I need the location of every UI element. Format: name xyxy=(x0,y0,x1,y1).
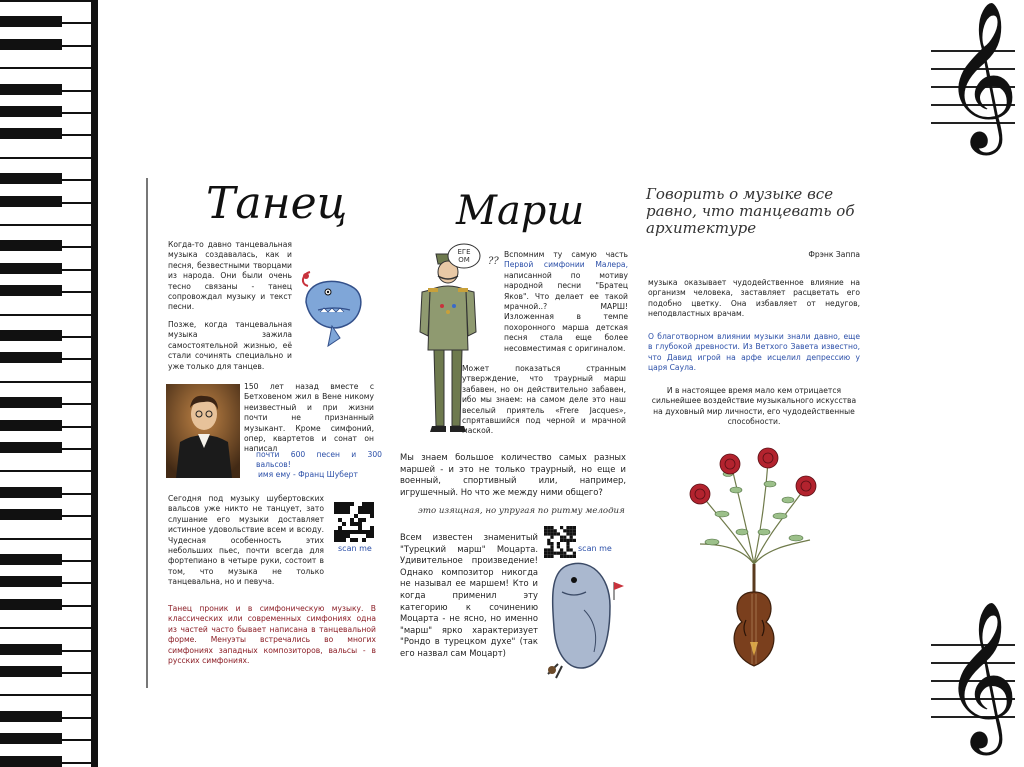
white-key-divider xyxy=(0,605,91,607)
white-key-divider xyxy=(0,0,91,2)
white-key-divider xyxy=(0,157,91,159)
white-key-divider xyxy=(0,336,91,338)
waltz-text: Сегодня под музыку шубертовских вальсов уже никто не танцует, зато слушание его музыки доставляет истинное удовольствие всем и всюду. Чудесная особенность этих небольших пьес, почти всегда для фортепиано в четыре руки, состоит в том, что музыка не только танцевальна, но и певуча. xyxy=(168,494,324,587)
white-key-divider xyxy=(0,45,91,47)
handwritten-note: это изящная, но упругая по ритму мелодия xyxy=(418,506,625,516)
white-key-divider xyxy=(0,515,91,517)
white-key-divider xyxy=(0,672,91,674)
white-key-divider xyxy=(0,112,91,114)
white-key-divider xyxy=(0,291,91,293)
white-key-divider xyxy=(0,179,91,181)
piano-keys-icon xyxy=(0,0,100,767)
white-key-divider xyxy=(0,246,91,248)
white-key-divider xyxy=(0,90,91,92)
schubert-highlight: почти 600 песен и 300 вальсов! xyxy=(256,450,382,470)
many-marches-text: Мы знаем большое количество самых разных маршей - и это не только траурный, но еще и военный, спортивный или, например, игрушечный. Но что же между ними общего? xyxy=(400,452,626,497)
white-key-divider xyxy=(0,202,91,204)
white-key-divider xyxy=(0,134,91,136)
influence-text: музыка оказывает чудодейственное влияние на организм человека, заставляет расцветать его подобно цветку. Она избавляет от недугов, неподвластных врачам. xyxy=(648,278,860,319)
schubert-text: 150 лет назад вместе с Бетховеном жил в Вене никому неизвестный и при жизни почти не признанный музыкант. Кроме симфоний, опер, квартетов и сонат он написал xyxy=(244,382,374,454)
schubert-name: имя ему - Франц Шуберт xyxy=(258,470,358,479)
page-left-rule xyxy=(146,178,148,688)
violin-roses-icon xyxy=(676,444,832,672)
white-key-divider xyxy=(0,627,91,629)
mahler-link[interactable]: Первой симфонии Малера, xyxy=(504,260,628,270)
today-text: И в настоящее время мало кем отрицается сильнейшее воздействие музыкального искусства на духовный мир личности, его чудодейственные способности. xyxy=(651,386,857,427)
walrus-icon xyxy=(544,556,630,682)
white-key-divider xyxy=(0,67,91,69)
schubert-portrait xyxy=(166,384,240,478)
svg-text:ОМ: ОМ xyxy=(458,256,470,264)
white-key-divider xyxy=(0,694,91,696)
zappa-quote: Говорить о музыке все равно, что танцевать об архитектуре xyxy=(646,185,855,237)
white-key-divider xyxy=(0,538,91,540)
white-key-divider xyxy=(0,269,91,271)
dance-title: Танец xyxy=(206,178,348,229)
white-key-divider xyxy=(0,650,91,652)
piano-edge xyxy=(91,0,98,767)
white-key-divider xyxy=(0,381,91,383)
march-title: Марш xyxy=(456,188,585,234)
march-intro-rest: написанной по мотиву народной песни "Братец Яков". Что делает ее такой мрачной..? МАРШ! Изложенная в темпе похоронного марша детская песня стала еще более несовместимая с оригиналом. xyxy=(504,270,628,353)
white-key-divider xyxy=(0,762,91,764)
march-intro xyxy=(504,250,628,354)
qr-code-icon[interactable] xyxy=(544,526,576,558)
white-key-divider xyxy=(0,470,91,472)
march-intro-lead: Вспомним ту самую часть xyxy=(504,250,628,259)
white-key-divider xyxy=(0,448,91,450)
dance-intro: Когда-то давно танцевальная музыка создавалась, как и песня, безвестными творцами из народа. Они были очень тесно связаны - танец сопровождал музыку и текст песни. xyxy=(168,240,292,312)
white-key-divider xyxy=(0,426,91,428)
speech-bubble-text: ?? xyxy=(488,256,499,267)
qr-code-icon[interactable] xyxy=(334,502,374,542)
white-key-divider xyxy=(0,22,91,24)
whale-icon xyxy=(296,262,368,352)
symphony-text: Танец проник и в симфоническую музыку. В классических или современных симфониях одна из частей часто бывает написана в танцевальной форме. Менуэты встречались во многих симфониях западных композиторов, вальсы - в русских симфониях. xyxy=(168,604,376,666)
turkish-march-text: Всем известен знаменитый "Турецкий марш" Моцарта. Удивительное произведение! Однако композитор никогда не называл ее маршем! Кто и когда применил эту категорию к сочинению Моцарта - не ясно, но именно "марш" ярко характеризует "Рондо в турецком духе" (так его назвал сам Моцарт) xyxy=(400,532,538,658)
scan-me-label: scan me xyxy=(578,544,612,553)
white-key-divider xyxy=(0,403,91,405)
white-key-divider xyxy=(0,560,91,562)
speech-bubble-icon xyxy=(446,242,482,278)
white-key-divider xyxy=(0,582,91,584)
dance-intro-2: Позже, когда танцевальная музыка зажила самостоятельной жизнью, её стали сочинять специально и уже только для танцев. xyxy=(168,320,292,371)
strange-text: Может показаться странным утверждение, что траурный марш забавен, но он действительно забавен, ибо мы знаем: на самом деле это наш веселый приятель «Frere Jacques», спрятавшийся под черной и мрачной маской. xyxy=(462,364,626,436)
white-key-divider xyxy=(0,493,91,495)
svg-text:ЕГЕ: ЕГЕ xyxy=(457,248,471,256)
white-key-divider xyxy=(0,314,91,316)
treble-clef-icon: 𝄞 xyxy=(925,6,1021,156)
white-key-divider xyxy=(0,717,91,719)
quote-author: Фрэнк Заппа xyxy=(808,250,860,259)
ancient-text: О благотворном влиянии музыки знали давно, еще в глубокой древности. Из Ветхого Завета известно, что Давид игрой на арфе исцелил депрессию у царя Саула. xyxy=(648,332,860,373)
treble-clef-icon: 𝄞 xyxy=(925,606,1021,756)
white-key-divider xyxy=(0,358,91,360)
scan-me-label: scan me xyxy=(338,544,372,553)
white-key-divider xyxy=(0,224,91,226)
white-key-divider xyxy=(0,739,91,741)
